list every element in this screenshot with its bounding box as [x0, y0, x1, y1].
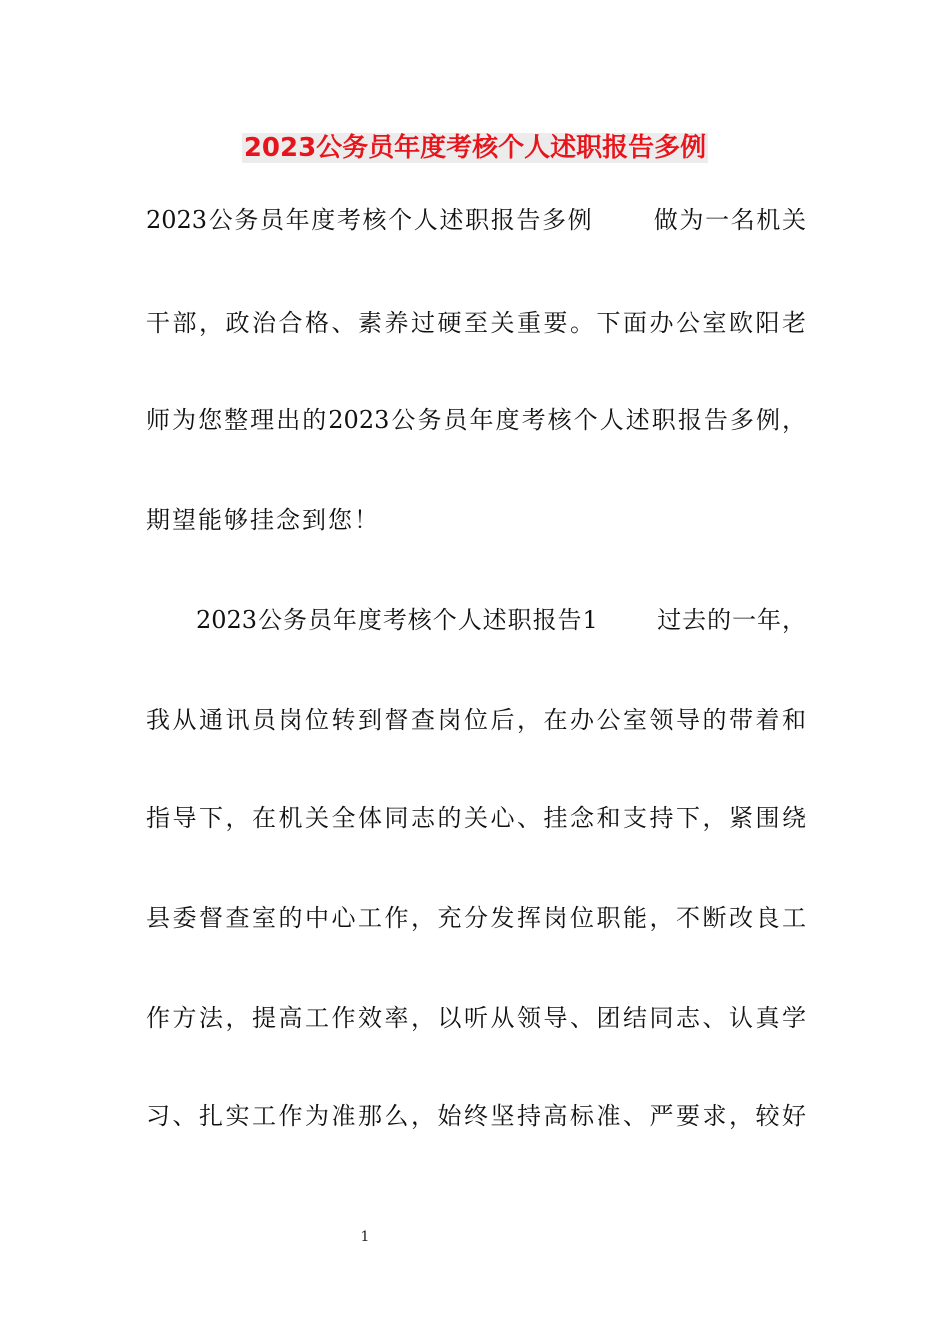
body-line-6: 我从通讯员岗位转到督查岗位后，在办公室领导的带着和 [146, 706, 806, 734]
body-line-3: 师为您整理出的2023公务员年度考核个人述职报告多例， [146, 406, 806, 434]
body-line-9: 作方法，提高工作效率，以听从领导、团结同志、认真学 [146, 1004, 806, 1032]
body-line-8: 县委督查室的中心工作，充分发挥岗位职能，不断改良工 [146, 904, 806, 932]
body-line-2: 干部，政治合格、素养过硬至关重要。下面办公室欧阳老 [146, 309, 806, 337]
body-line-1: 2023公务员年度考核个人述职报告多例 做为一名机关 [146, 206, 806, 234]
body-line-7: 指导下，在机关全体同志的关心、挂念和支持下，紧围绕 [146, 804, 806, 832]
document-title-text: 2023公务员年度考核个人述职报告多例 [243, 133, 707, 163]
body-line-5: 2023公务员年度考核个人述职报告1 过去的一年， [196, 606, 806, 634]
page-number: 1 [360, 1229, 370, 1245]
document-title [0, 128, 950, 168]
body-line-4: 期望能够挂念到您！ [146, 506, 380, 534]
body-line-10: 习、扎实工作为准那么，始终坚持高标准、严要求，较好 [146, 1102, 806, 1130]
